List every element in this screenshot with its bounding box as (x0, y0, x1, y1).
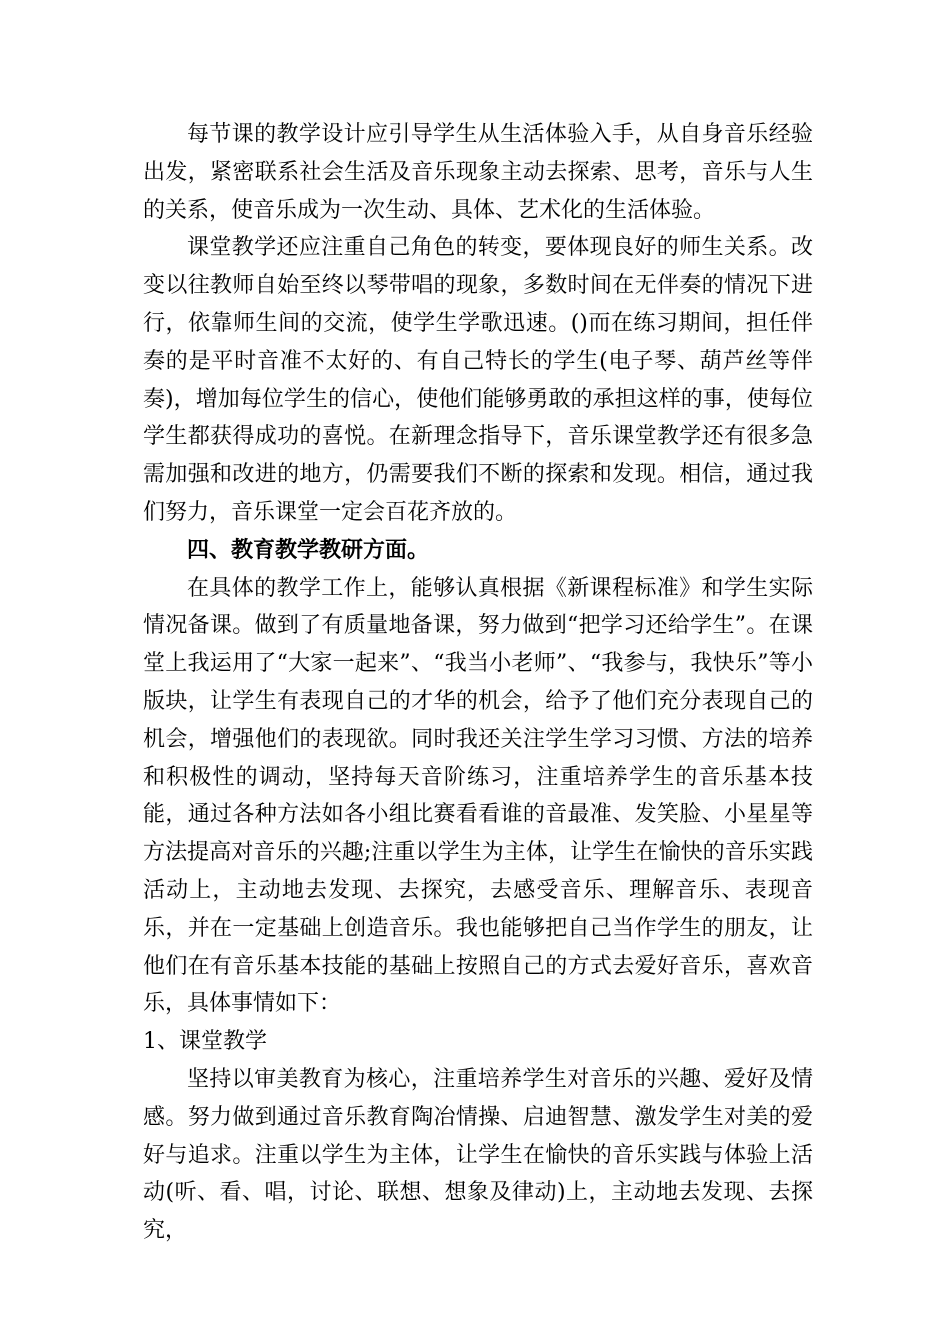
paragraph-lesson-design: 每节课的教学设计应引导学生从生活体验入手，从自身音乐经验出发，紧密联系社会生活及音乐现象主动去探索、思考，音乐与人生的关系，使音乐成为一次生动、具体、艺术化的生活体验。 (143, 122, 813, 223)
document-body (143, 116, 813, 1250)
paragraph-aesthetic-education: 坚持以审美教育为核心，注重培养学生对音乐的兴趣、爱好及情感。努力做到通过音乐教育陶冶情操、启迪智慧、激发学生对美的爱好与追求。注重以学生为主体，让学生在愉快的音乐实践与体验上活动(听、看、唱，讨论、联想、想象及律动)上，主动地去发现、去探究， (143, 1066, 813, 1244)
paragraph-teaching-work: 在具体的教学工作上，能够认真根据《新课程标准》和学生实际情况备课。做到了有质量地备课，努力做到“把学习还给学生”。在课堂上我运用了“大家一起来”、“我当小老师”、“我参与，我快乐”等小版块，让学生有表现自己的才华的机会，给予了他们充分表现自己的机会，增强他们的表现欲。同时我还关注学生学习习惯、方法的培养和积极性的调动，坚持每天音阶练习，注重培养学生的音乐基本技能，通过各种方法如各小组比赛看看谁的音最准、发笑脸、小星星等方法提高对音乐的兴趣;注重以学生为主体，让学生在愉快的音乐实践活动上，主动地去发现、去探究，去感受音乐、理解音乐、表现音乐，并在一定基础上创造音乐。我也能够把自己当作学生的朋友，让他们在有音乐基本技能的基础上按照自己的方式去爱好音乐，喜欢音乐，具体事情如下： (143, 575, 813, 1017)
section-heading: 四、教育教学教研方面。 (187, 536, 430, 563)
paragraph-classroom-role: 课堂教学还应注重自己角色的转变，要体现良好的师生关系。改变以往教师自始至终以琴带唱的现象，多数时间在无伴奏的情况下进行，依靠师生间的交流，使学生学歌迅速。()而在练习期间，担任伴奏的是平时音准不太好的、有自己特长的学生(电子琴、葫芦丝等伴奏)，增加每位学生的信心，使他们能够勇敢的承担这样的事，使每位学生都获得成功的喜悦。在新理念指导下，音乐课堂教学还有很多急需加强和改进的地方，仍需要我们不断的探索和发现。相信，通过我们努力，音乐课堂一定会百花齐放的。 (143, 235, 813, 525)
subheading-classroom-teaching: 1、课堂教学 (143, 1029, 267, 1055)
